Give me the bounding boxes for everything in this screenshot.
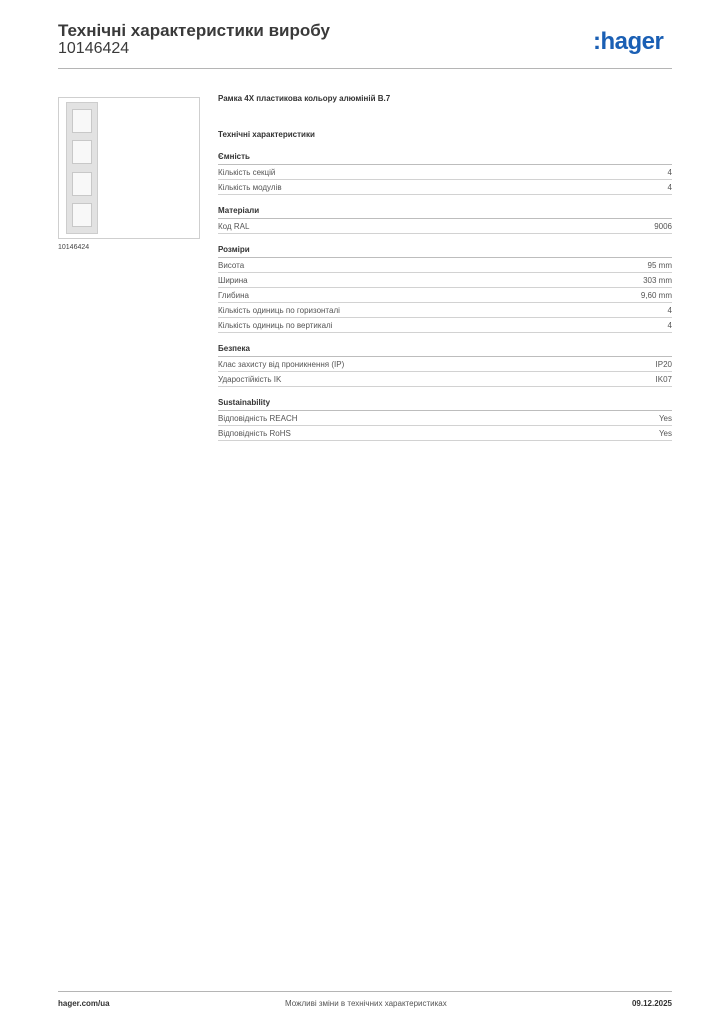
footer-divider [58, 991, 672, 992]
frame-cell [72, 203, 92, 227]
spec-row [218, 180, 672, 195]
spec-value: Yes [658, 413, 672, 423]
spec-row [218, 357, 672, 372]
spec-value: Yes [658, 428, 672, 438]
spec-row [218, 273, 672, 288]
header-divider [58, 68, 672, 69]
spec-label: Кількість одиниць по горизонталі [218, 305, 340, 315]
spec-label: Відповідність RoHS [218, 428, 291, 438]
spec-label: Ударостійкість IK [218, 374, 282, 384]
group-title: Безпека [218, 344, 672, 357]
spec-row [218, 288, 672, 303]
spec-label: Код RAL [218, 221, 250, 231]
spec-value: 4 [667, 182, 672, 192]
spec-value: 95 mm [647, 260, 672, 270]
spec-row [218, 303, 672, 318]
spec-group-safety [218, 344, 672, 387]
spec-row [218, 219, 672, 234]
frame-cell [72, 172, 92, 196]
spec-value: 4 [667, 305, 672, 315]
spec-value: 9,60 mm [640, 290, 672, 300]
spec-group-materials [218, 206, 672, 234]
frame-4x-icon [66, 102, 98, 234]
frame-cell [72, 109, 92, 133]
group-title: Sustainability [218, 398, 672, 411]
hager-logo [593, 30, 663, 54]
spec-label: Кількість секцій [218, 167, 276, 177]
spec-row [218, 258, 672, 273]
product-code: 10146424 [58, 40, 130, 57]
spec-label: Клас захисту від проникнення (IP) [218, 359, 345, 369]
spec-row [218, 318, 672, 333]
footer-website-link[interactable]: hager.com/ua [58, 999, 110, 1008]
section-heading: Технічні характеристики [218, 130, 315, 139]
footer-date: 09.12.2025 [631, 999, 672, 1008]
spec-value: 4 [667, 167, 672, 177]
spec-label: Глибина [218, 290, 249, 300]
group-title: Матеріали [218, 206, 672, 219]
spec-label: Кількість модулів [218, 182, 282, 192]
spec-label: Висота [218, 260, 245, 270]
page-title: Технічні характеристики виробу [58, 21, 330, 40]
logo-text: hager [600, 28, 664, 55]
image-caption: 10146424 [58, 244, 90, 251]
spec-group-capacity [218, 152, 672, 195]
spec-value: IP20 [655, 359, 672, 369]
spec-value: IK07 [655, 374, 672, 384]
product-image [58, 97, 200, 239]
group-title: Ємність [218, 152, 672, 165]
spec-content [218, 94, 672, 441]
spec-value: 9006 [654, 221, 672, 231]
spec-label: Відповідність REACH [218, 413, 298, 423]
spec-group-sustainability [218, 398, 672, 441]
spec-row [218, 372, 672, 387]
spec-row [218, 165, 672, 180]
group-title: Розміри [218, 245, 672, 258]
spec-value: 4 [667, 320, 672, 330]
frame-cell [72, 140, 92, 164]
spec-label: Кількість одиниць по вертикалі [218, 320, 333, 330]
spec-group-dimensions [218, 245, 672, 333]
spec-label: Ширина [218, 275, 248, 285]
spec-row [218, 426, 672, 441]
footer-note: Можливі зміни в технічних характеристиках [285, 999, 447, 1008]
product-title: Рамка 4X пластикова кольору алюміній B.7 [218, 94, 391, 103]
spec-row [218, 411, 672, 426]
spec-value: 303 mm [643, 275, 672, 285]
logo-colon-icon: : [593, 28, 601, 55]
